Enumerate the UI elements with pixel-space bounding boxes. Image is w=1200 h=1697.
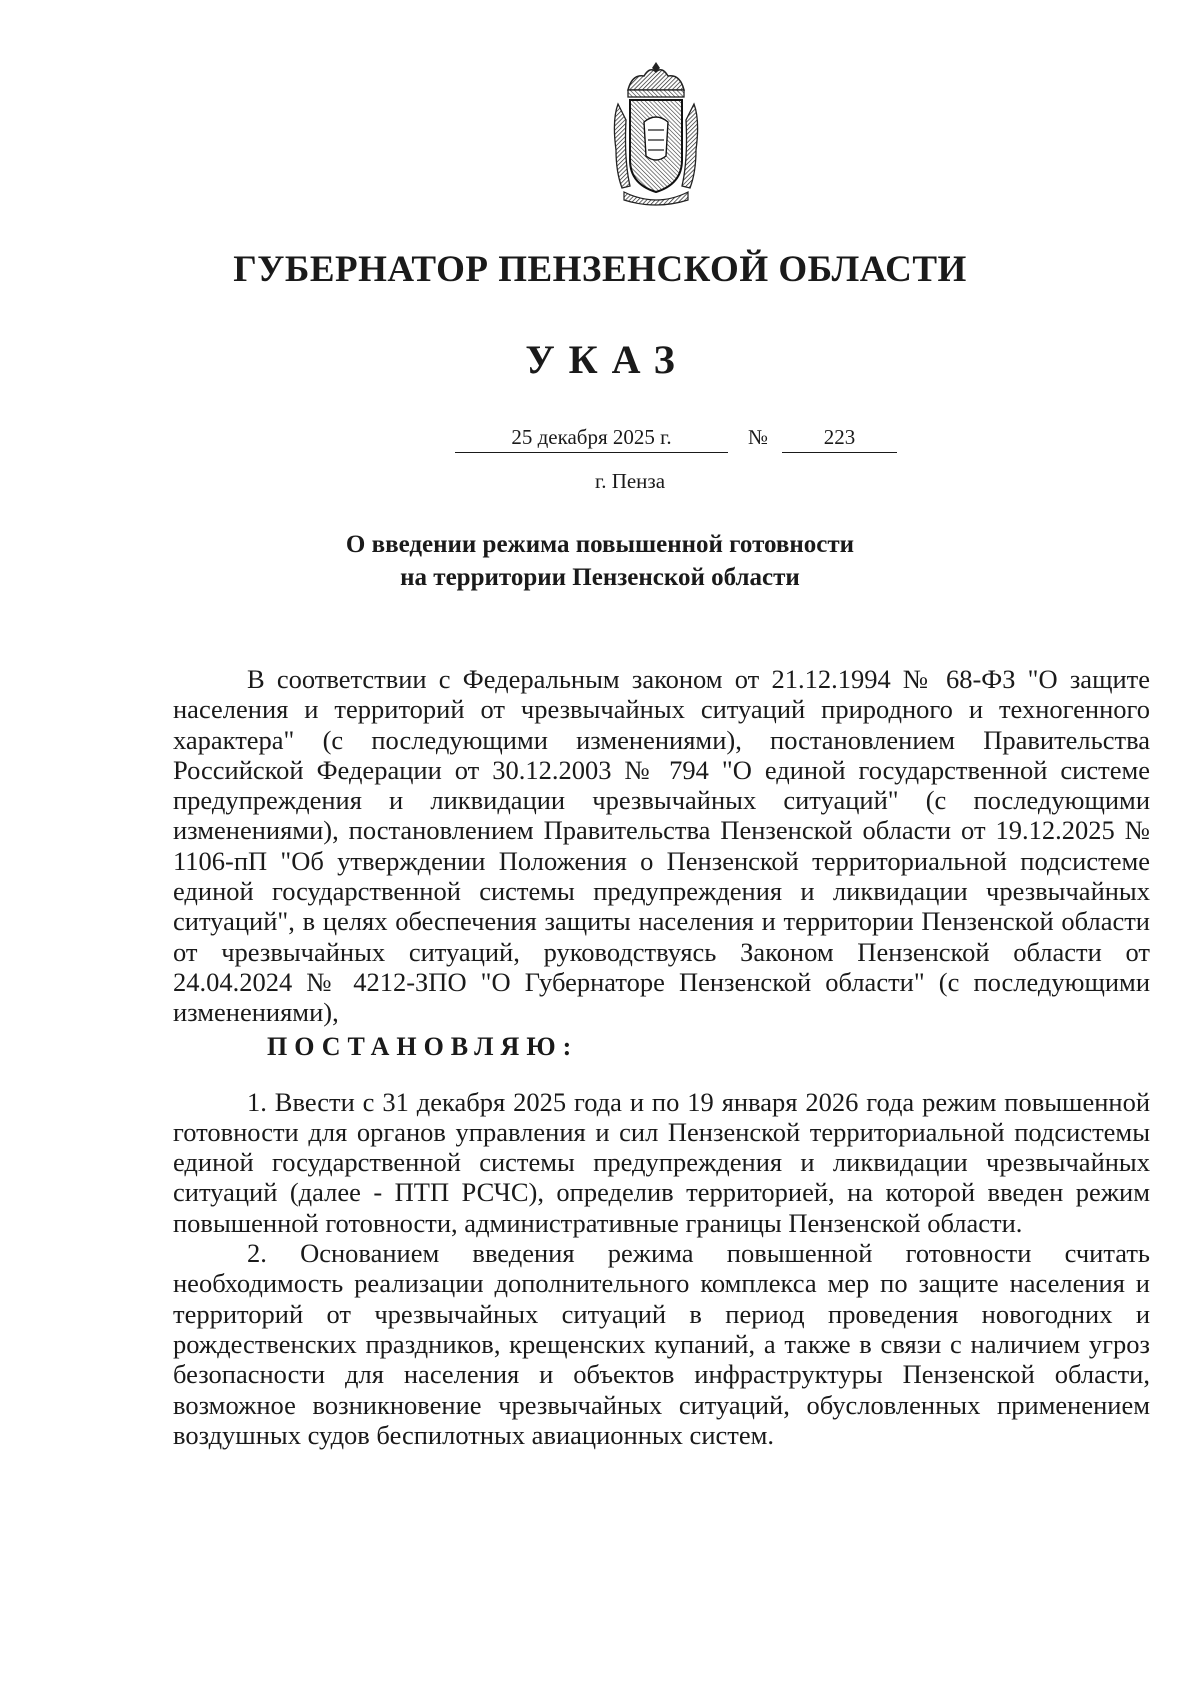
number-sign: № [748, 425, 769, 449]
document-type: УКАЗ [525, 337, 689, 382]
document-date: 25 декабря 2025 г. [455, 424, 728, 453]
document-body [173, 664, 1150, 1450]
title-line-2: на территории Пензенской области [400, 564, 800, 591]
preamble-paragraph: В соответствии с Федеральным законом от 21.12.1994 № 68-ФЗ "О защите населения и территорий от чрезвычайных ситуаций природного и техногенного характера" (с последующими изменениями), постановлением Правительства Российской Федерации от 30.12.2003 № 794 "О единой государственной системе предупреждения и ликвидации чрезвычайных ситуаций" (с последующими изменениями), постановлением Правительства Пензенской области от 19.12.2025 № 1106-пП "Об утверждении Положения о Пензенской территориальной подсистеме единой государственной системы предупреждения и ликвидации чрезвычайных ситуаций", в целях обеспечения защиты населения и территории Пензенской области от чрезвычайных ситуаций, руководствуясь Законом Пензенской области от 24.04.2024 № 4212-ЗПО "О Губернаторе Пензенской области" (с последующими изменениями), [173, 664, 1150, 1028]
item-1-paragraph: 1. Ввести с 31 декабря 2025 года и по 19 января 2026 года режим повышенной готовности для органов управления и сил Пензенской территориальной подсистемы единой государственной системы предупреждения и ликвидации чрезвычайных ситуаций (далее - ПТП РСЧС), определив территорией, на которой введен режим повышенной готовности, административные границы Пензенской области. [173, 1086, 1150, 1238]
decree-word: ПОСТАНОВЛЯЮ: [267, 1031, 579, 1061]
document-number: 223 [782, 424, 897, 453]
document-title [200, 528, 1000, 594]
title-line-1: О введении режима повышенной готовности [345, 531, 855, 558]
coat-of-arms-icon [608, 60, 704, 210]
item-2-paragraph: 2. Основанием введения режима повышенной готовности считать необходимость реализации дополнительного комплекса мер по защите населения и территорий от чрезвычайных ситуаций в период проведения новогодних и рождественских праздников, крещенских купаний, а также в связи с наличием угроз безопасности для населения и объектов инфраструктуры Пензенской области, возможное возникновение чрезвычайных ситуаций, обусловленных применением воздушных судов беспилотных авиационных систем. [173, 1238, 1150, 1450]
issue-city: г. Пенза [594, 469, 666, 493]
section-spacer [173, 1065, 1150, 1087]
issuing-authority: ГУБЕРНАТОР ПЕНЗЕНСКОЙ ОБЛАСТИ [233, 249, 967, 290]
